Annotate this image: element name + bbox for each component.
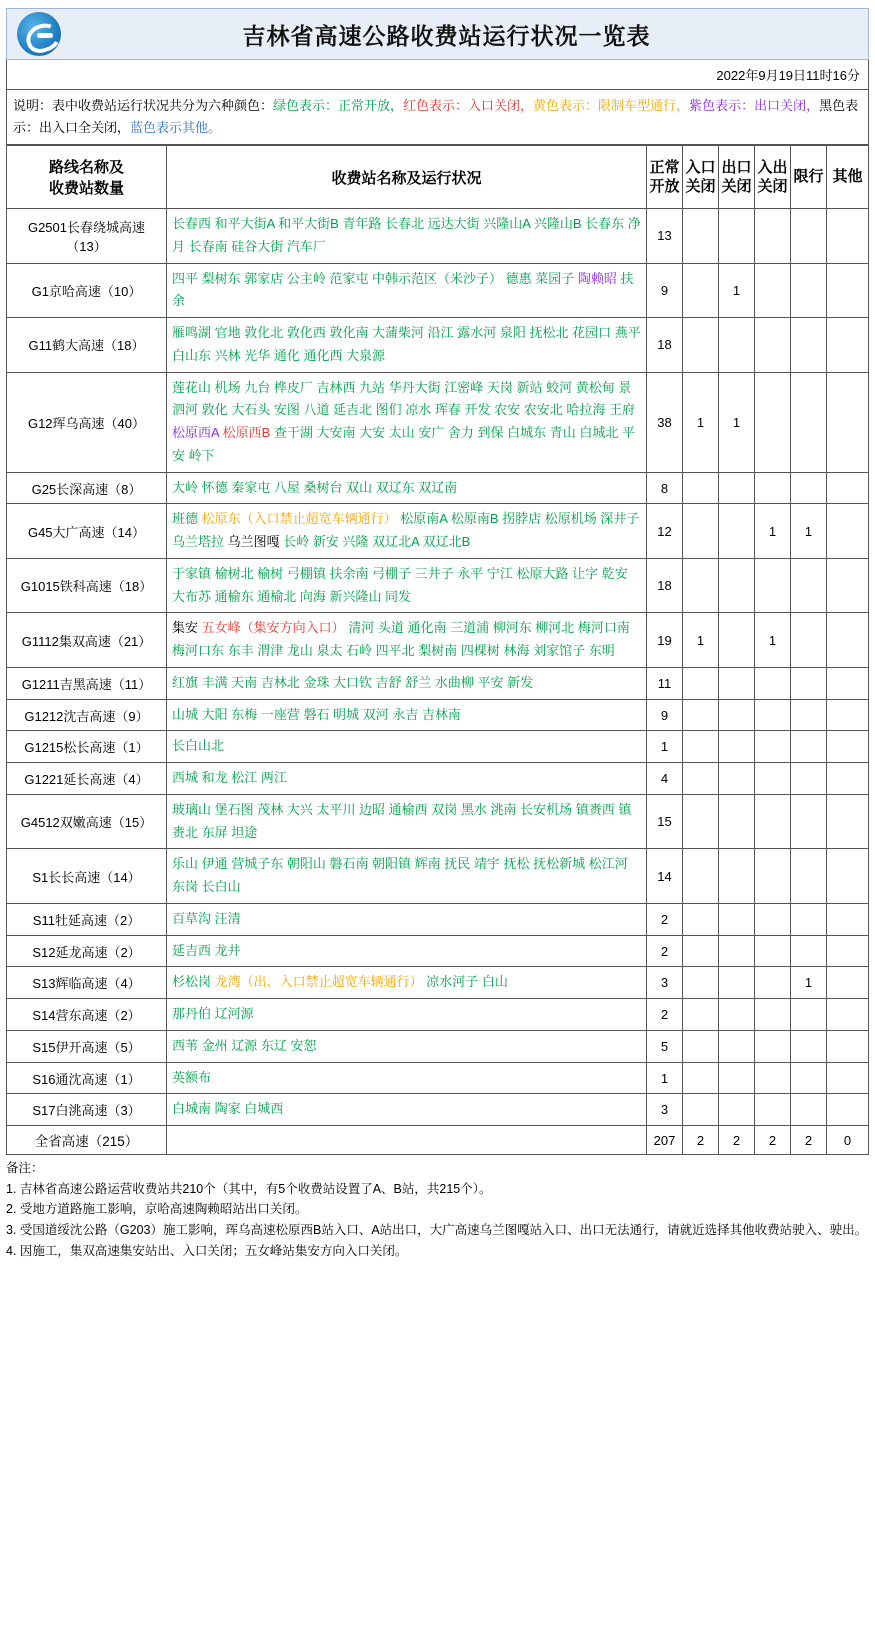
station-list-cell — [167, 731, 647, 763]
count-exit-closed — [719, 1030, 755, 1062]
station-list-cell — [167, 999, 647, 1031]
route-name-line1: S12延龙高速（2） — [32, 944, 141, 960]
count-restricted — [791, 763, 827, 795]
count-restricted: 1 — [791, 504, 827, 559]
station-list-cell — [167, 504, 647, 559]
station-segment: 长岭 新安 兴隆 双辽北A 双辽北B — [279, 534, 471, 550]
route-name-cell — [7, 967, 167, 999]
route-name-line1: G11鹤大高速（18） — [28, 338, 145, 354]
count-restricted — [791, 263, 827, 318]
total-other: 0 — [827, 1126, 869, 1155]
station-segment: 四平 梨树东 郭家店 公主岭 范家屯 中韩示范区（米沙子） 德惠 菜园子 — [172, 270, 578, 286]
count-restricted — [791, 1094, 827, 1126]
station-segment: 乌兰图嘎 — [227, 534, 280, 550]
count-open: 2 — [647, 935, 683, 967]
count-restricted — [791, 209, 827, 264]
total-stations-cell — [167, 1126, 647, 1155]
station-segment: 陶赖昭 — [577, 270, 617, 286]
station-list-cell — [167, 1094, 647, 1126]
table-row — [7, 558, 869, 613]
count-both-closed: 1 — [755, 504, 791, 559]
station-segment: 白城南 陶家 白城西 — [172, 1101, 284, 1117]
count-exit-closed — [719, 1094, 755, 1126]
count-other — [827, 504, 869, 559]
count-restricted — [791, 1030, 827, 1062]
route-name-cell — [7, 318, 167, 373]
station-segment: 五女峰（集安方向入口） — [201, 620, 345, 636]
station-segment: 松原东（入口禁止超宽车辆通行） — [201, 511, 397, 527]
station-segment: 莲花山 机场 九台 桦皮厂 吉林西 九站 华丹大街 江密峰 天岗 新站 蛟河 黄松甸 景泗河 敦化 大石头 安图 八道 延吉北 图们 凉水 珲春 开发 农安 农安北 哈拉海 王府 — [172, 379, 635, 418]
station-list-cell — [167, 903, 647, 935]
count-both-closed — [755, 903, 791, 935]
count-exit-closed — [719, 318, 755, 373]
count-exit-closed — [719, 472, 755, 504]
count-open: 2 — [647, 999, 683, 1031]
route-name-cell — [7, 794, 167, 849]
route-name-line1: G1212沈吉高速（9） — [24, 708, 149, 724]
station-list-cell — [167, 763, 647, 795]
count-restricted — [791, 667, 827, 699]
route-name-line1: G1112集双高速（21） — [21, 633, 152, 649]
count-open: 1 — [647, 731, 683, 763]
station-segment: 杉松岗 — [172, 974, 215, 990]
station-list-cell — [167, 967, 647, 999]
route-name-line1: S13辉临高速（4） — [32, 976, 141, 992]
route-name-cell — [7, 372, 167, 472]
count-restricted — [791, 731, 827, 763]
route-name-line1: G2501长春绕城高速 — [27, 219, 146, 235]
count-entry-closed — [683, 263, 719, 318]
count-both-closed — [755, 263, 791, 318]
route-name-cell — [7, 903, 167, 935]
table-row — [7, 731, 869, 763]
route-name-cell — [7, 558, 167, 613]
table-row — [7, 967, 869, 999]
station-list-cell — [167, 849, 647, 904]
count-open: 4 — [647, 763, 683, 795]
count-other — [827, 763, 869, 795]
table-body — [7, 209, 869, 1155]
count-restricted — [791, 699, 827, 731]
count-both-closed — [755, 667, 791, 699]
count-exit-closed — [719, 903, 755, 935]
station-segment: 长白山北 — [172, 738, 225, 754]
count-other — [827, 1030, 869, 1062]
station-list-cell — [167, 1030, 647, 1062]
table-row — [7, 763, 869, 795]
route-name-line1: S14营东高速（2） — [32, 1008, 141, 1024]
count-open: 9 — [647, 263, 683, 318]
count-entry-closed — [683, 1062, 719, 1094]
count-entry-closed — [683, 763, 719, 795]
count-other — [827, 1094, 869, 1126]
note-line: 4. 因施工，集双高速集安站出、入口关闭；五女峰站集安方向入口关闭。 — [6, 1243, 408, 1258]
count-open: 9 — [647, 699, 683, 731]
count-both-closed — [755, 967, 791, 999]
station-segment: 红旗 丰满 天南 吉林北 金珠 大口钦 吉舒 舒兰 水曲柳 平安 新发 — [172, 674, 534, 690]
count-both-closed — [755, 794, 791, 849]
route-name-line1: S17白洮高速（3） — [32, 1103, 141, 1119]
count-other — [827, 667, 869, 699]
count-open: 14 — [647, 849, 683, 904]
station-list-cell — [167, 209, 647, 264]
route-name-line1: G1京哈高速（10） — [31, 283, 142, 299]
station-list-cell — [167, 935, 647, 967]
page-container — [0, 8, 875, 1267]
count-other — [827, 263, 869, 318]
station-segment: 凉水河子 白山 — [422, 974, 508, 990]
legend-block — [6, 90, 869, 145]
count-exit-closed — [719, 613, 755, 668]
count-open: 15 — [647, 794, 683, 849]
count-open: 11 — [647, 667, 683, 699]
count-restricted — [791, 472, 827, 504]
header-banner — [6, 8, 869, 60]
table-row — [7, 849, 869, 904]
count-both-closed — [755, 1062, 791, 1094]
count-other — [827, 613, 869, 668]
count-restricted — [791, 318, 827, 373]
count-entry-closed — [683, 731, 719, 763]
station-segment: 西城 和龙 松江 两江 — [172, 770, 287, 786]
count-open: 5 — [647, 1030, 683, 1062]
table-row — [7, 1062, 869, 1094]
route-name-cell — [7, 1094, 167, 1126]
route-name-cell — [7, 613, 167, 668]
table-row — [7, 699, 869, 731]
count-open: 38 — [647, 372, 683, 472]
count-open: 19 — [647, 613, 683, 668]
route-name-cell — [7, 935, 167, 967]
station-segment: 集安 — [172, 620, 202, 636]
route-name-line2: （13） — [66, 238, 107, 254]
station-list-cell — [167, 1062, 647, 1094]
route-name-line1: S11牡延高速（2） — [32, 912, 141, 928]
count-open: 3 — [647, 967, 683, 999]
count-both-closed — [755, 1094, 791, 1126]
count-both-closed — [755, 472, 791, 504]
station-list-cell — [167, 558, 647, 613]
station-segment: 松原西A — [172, 425, 219, 441]
count-both-closed: 1 — [755, 613, 791, 668]
count-entry-closed — [683, 318, 719, 373]
count-restricted — [791, 1062, 827, 1094]
count-restricted — [791, 794, 827, 849]
station-segment: 玻璃山 堡石图 茂林 大兴 太平川 边昭 通榆西 双岗 黑水 洮南 长安机场 镇赉西 镇赉北 东屏 坦途 — [172, 801, 632, 840]
table-row — [7, 263, 869, 318]
table-row — [7, 613, 869, 668]
station-segment: 松原南A 松原南B 拐脖店 松原机场 深井子 乌兰塔拉 — [172, 511, 640, 550]
table-total-row — [7, 1126, 869, 1155]
total-exit-closed: 2 — [719, 1126, 755, 1155]
count-both-closed — [755, 763, 791, 795]
route-name-cell — [7, 849, 167, 904]
count-both-closed — [755, 699, 791, 731]
station-segment: 那丹伯 辽河源 — [172, 1006, 254, 1022]
route-name-line1: S15伊开高速（5） — [32, 1039, 141, 1055]
station-segment: 扶余 — [172, 270, 634, 309]
route-name-cell — [7, 667, 167, 699]
count-exit-closed — [719, 763, 755, 795]
table-header-row — [7, 146, 869, 209]
total-entry-closed: 2 — [683, 1126, 719, 1155]
count-both-closed — [755, 558, 791, 613]
table-row — [7, 504, 869, 559]
station-segment: 松原西B — [222, 425, 271, 441]
station-list-cell — [167, 613, 647, 668]
station-list-cell — [167, 263, 647, 318]
count-exit-closed — [719, 849, 755, 904]
count-both-closed — [755, 849, 791, 904]
count-both-closed — [755, 1030, 791, 1062]
header-route-line1: 路线名称及 — [48, 159, 124, 177]
count-both-closed — [755, 209, 791, 264]
total-both-closed: 2 — [755, 1126, 791, 1155]
count-exit-closed — [719, 667, 755, 699]
legend-item-yellow: 黄色表示：限制车型通行， — [533, 98, 690, 113]
header-exit-closed-line2: 关闭 — [721, 178, 752, 196]
count-exit-closed: 1 — [719, 372, 755, 472]
legend-item-red: 红色表示：入口关闭， — [403, 98, 534, 113]
count-entry-closed — [683, 967, 719, 999]
table-row — [7, 472, 869, 504]
count-restricted — [791, 372, 827, 472]
count-both-closed — [755, 731, 791, 763]
station-list-cell — [167, 318, 647, 373]
header-route-line2: 收费站数量 — [48, 180, 124, 198]
count-both-closed — [755, 999, 791, 1031]
route-name-cell — [7, 263, 167, 318]
header-route — [7, 146, 167, 209]
station-segment: 于家镇 榆树北 榆树 弓棚镇 扶余南 弓棚子 三井子 永平 宁江 松原大路 让字 乾安 大布苏 通榆东 通榆北 向海 新兴隆山 同发 — [172, 565, 628, 604]
count-entry-closed — [683, 504, 719, 559]
count-restricted — [791, 849, 827, 904]
count-restricted — [791, 999, 827, 1031]
header-open-line1: 正常 — [649, 158, 680, 176]
count-exit-closed — [719, 967, 755, 999]
count-open: 8 — [647, 472, 683, 504]
count-entry-closed: 1 — [683, 372, 719, 472]
header-stations: 收费站名称及运行状况 — [167, 146, 647, 209]
header-entry-closed-line2: 关闭 — [685, 178, 716, 196]
table-row — [7, 794, 869, 849]
count-exit-closed: 1 — [719, 263, 755, 318]
station-list-cell — [167, 794, 647, 849]
count-entry-closed — [683, 849, 719, 904]
station-list-cell — [167, 372, 647, 472]
count-other — [827, 967, 869, 999]
count-restricted — [791, 935, 827, 967]
route-name-line1: G1211吉黑高速（11） — [21, 676, 152, 692]
route-name-line1: S16通沈高速（1） — [32, 1071, 141, 1087]
count-entry-closed — [683, 699, 719, 731]
header-both-closed-line2: 关闭 — [757, 178, 788, 196]
table-row — [7, 1094, 869, 1126]
route-name-cell — [7, 209, 167, 264]
header-both-closed-line1: 入出 — [757, 158, 788, 176]
header-exit-closed — [719, 146, 755, 209]
route-name-line1: G4512双嫩高速（15） — [20, 815, 153, 831]
station-segment: 班德 — [172, 511, 202, 527]
route-name-cell — [7, 699, 167, 731]
header-restricted: 限行 — [791, 146, 827, 209]
expressway-logo-icon — [17, 12, 61, 56]
header-entry-closed — [683, 146, 719, 209]
total-open: 207 — [647, 1126, 683, 1155]
count-entry-closed — [683, 472, 719, 504]
notes-title: 备注： — [6, 1161, 44, 1176]
table-row — [7, 372, 869, 472]
count-entry-closed: 1 — [683, 613, 719, 668]
legend-item-green: 绿色表示：正常开放， — [273, 98, 404, 113]
count-both-closed — [755, 935, 791, 967]
count-entry-closed — [683, 209, 719, 264]
count-exit-closed — [719, 699, 755, 731]
route-name-cell — [7, 472, 167, 504]
count-exit-closed — [719, 935, 755, 967]
count-other — [827, 472, 869, 504]
station-segment: 延吉西 龙井 — [172, 942, 241, 958]
header-entry-closed-line1: 入口 — [685, 158, 716, 176]
header-both-closed — [755, 146, 791, 209]
station-segment: 清河 头道 通化南 三道浦 柳河东 柳河北 梅河口南 梅河口东 东丰 渭津 龙山 泉太 石岭 四平北 梨树南 四棵树 林海 刘家馆子 东明 — [172, 620, 630, 659]
route-name-line1: G1215松长高速（1） — [24, 740, 149, 756]
count-entry-closed — [683, 999, 719, 1031]
count-both-closed — [755, 318, 791, 373]
station-list-cell — [167, 667, 647, 699]
header-open — [647, 146, 683, 209]
route-name-cell — [7, 1062, 167, 1094]
count-other — [827, 999, 869, 1031]
count-exit-closed — [719, 209, 755, 264]
count-both-closed — [755, 372, 791, 472]
table-row — [7, 935, 869, 967]
notes-block — [6, 1158, 869, 1261]
station-segment: 英额布 — [172, 1069, 212, 1085]
header-open-line2: 开放 — [649, 178, 680, 196]
table-row — [7, 1030, 869, 1062]
count-exit-closed — [719, 999, 755, 1031]
table-row — [7, 667, 869, 699]
count-other — [827, 558, 869, 613]
header-other: 其他 — [827, 146, 869, 209]
note-line: 2. 受地方道路施工影响，京哈高速陶赖昭站出口关闭。 — [6, 1202, 308, 1217]
count-open: 18 — [647, 558, 683, 613]
count-restricted: 1 — [791, 967, 827, 999]
station-segment: 雁鸣湖 官地 敦化北 敦化西 敦化南 大蒲柴河 沿江 露水河 泉阳 抚松北 花园口 燕平 白山东 兴林 光华 通化 通化西 大泉源 — [172, 325, 641, 363]
count-restricted — [791, 558, 827, 613]
count-entry-closed — [683, 1094, 719, 1126]
route-name-line1: S1长长高速（14） — [32, 869, 141, 885]
count-open: 13 — [647, 209, 683, 264]
count-other — [827, 849, 869, 904]
count-entry-closed — [683, 667, 719, 699]
station-list-cell — [167, 699, 647, 731]
route-name-line1: G25长深高速（8） — [31, 481, 142, 497]
route-name-cell — [7, 731, 167, 763]
route-name-cell — [7, 504, 167, 559]
count-entry-closed — [683, 558, 719, 613]
count-exit-closed — [719, 504, 755, 559]
count-open: 1 — [647, 1062, 683, 1094]
station-segment: 长春西 和平大街A 和平大街B 青年路 长春北 远达大街 兴隆山A 兴隆山B 长春东 净月 长春南 硅谷大街 汽车厂 — [172, 216, 641, 254]
count-entry-closed — [683, 903, 719, 935]
count-restricted — [791, 613, 827, 668]
route-name-cell — [7, 763, 167, 795]
count-other — [827, 209, 869, 264]
station-segment: 山城 大阳 东梅 一座营 磐石 明城 双河 永吉 吉林南 — [172, 706, 461, 722]
count-open: 12 — [647, 504, 683, 559]
route-name-cell — [7, 1030, 167, 1062]
page-title: 吉林省高速公路收费站运行状况一览表 — [242, 22, 651, 49]
station-segment: 大岭 怀德 秦家屯 八屋 桑树台 双山 双辽东 双辽南 — [172, 479, 458, 495]
legend-item-black: 黑色表示：出入口全关闭， — [13, 98, 859, 136]
toll-station-table — [6, 145, 869, 1155]
station-segment: 查干湖 大安南 大安 太山 安广 舍力 到保 白城东 青山 白城北 平安 岭下 — [172, 425, 635, 463]
count-restricted — [791, 903, 827, 935]
count-other — [827, 372, 869, 472]
count-open: 18 — [647, 318, 683, 373]
table-row — [7, 318, 869, 373]
total-restricted: 2 — [791, 1126, 827, 1155]
count-exit-closed — [719, 1062, 755, 1094]
count-exit-closed — [719, 731, 755, 763]
legend-prefix: 说明：表中收费站运行状况共分为六种颜色： — [13, 98, 274, 113]
legend-item-purple: 紫色表示：出口关闭， — [689, 98, 820, 113]
count-other — [827, 794, 869, 849]
count-other — [827, 935, 869, 967]
station-segment: 龙湾（出、入口禁止超宽车辆通行） — [214, 974, 423, 990]
route-name-cell — [7, 999, 167, 1031]
table-row — [7, 903, 869, 935]
count-other — [827, 731, 869, 763]
count-open: 2 — [647, 903, 683, 935]
header-exit-closed-line1: 出口 — [721, 158, 752, 176]
station-list-cell — [167, 472, 647, 504]
station-segment: 西苇 金州 辽源 东辽 安恕 — [172, 1037, 317, 1053]
count-exit-closed — [719, 794, 755, 849]
station-segment: 乐山 伊通 营城子东 朝阳山 磐石南 朝阳镇 辉南 抚民 靖宇 抚松 抚松新城 松江河 东岗 长白山 — [172, 856, 628, 895]
count-other — [827, 318, 869, 373]
total-label: 全省高速（215） — [7, 1126, 167, 1155]
route-name-line1: G1221延长高速（4） — [24, 772, 149, 788]
count-other — [827, 903, 869, 935]
count-entry-closed — [683, 1030, 719, 1062]
count-other — [827, 699, 869, 731]
station-segment: 百草沟 汪清 — [172, 910, 241, 926]
route-name-line1: G12珲乌高速（40） — [27, 415, 146, 431]
legend-item-blue: 蓝色表示其他。 — [130, 120, 222, 136]
route-name-line1: G1015铁科高速（18） — [20, 579, 153, 595]
note-line: 1. 吉林省高速公路运营收费站共210个（其中，有5个收费站设置了A、B站，共215个）。 — [6, 1181, 492, 1196]
report-datetime: 2022年9月19日11时16分 — [6, 60, 869, 90]
note-line: 3. 受国道绥沈公路（G203）施工影响，珲乌高速松原西B站入口、A站出口，大广高速乌兰图嘎站入口、出口无法通行，请就近选择其他收费站驶入、驶出。 — [6, 1223, 868, 1238]
count-other — [827, 1062, 869, 1094]
count-entry-closed — [683, 935, 719, 967]
count-open: 3 — [647, 1094, 683, 1126]
count-entry-closed — [683, 794, 719, 849]
count-exit-closed — [719, 558, 755, 613]
table-row — [7, 209, 869, 264]
route-name-line1: G45大广高速（14） — [27, 524, 146, 540]
table-row — [7, 999, 869, 1031]
